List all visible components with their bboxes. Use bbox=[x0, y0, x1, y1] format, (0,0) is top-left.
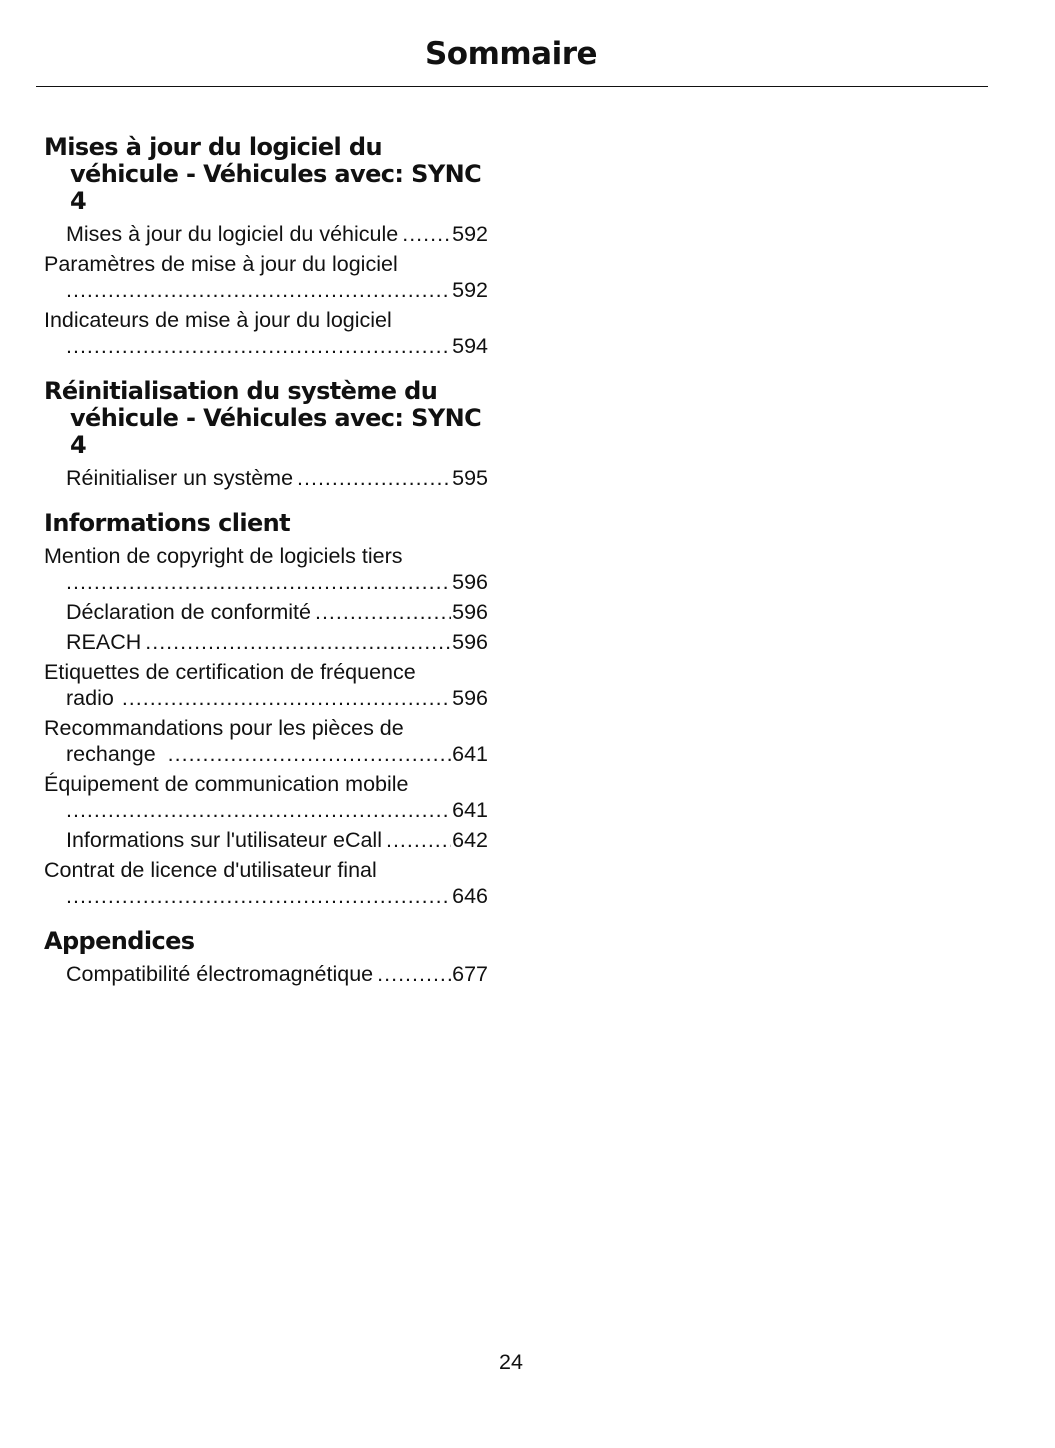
toc-entry[interactable] bbox=[44, 715, 488, 767]
section-heading: Mises à jour du logiciel du véhicule - Véhicules avec: SYNC 4 bbox=[44, 133, 482, 215]
entry-title-line2: radio bbox=[66, 686, 114, 710]
dot-leader bbox=[66, 797, 451, 823]
toc-entry[interactable] bbox=[44, 251, 488, 303]
toc-section bbox=[44, 510, 488, 909]
entry-title: Réinitialiser un système bbox=[66, 466, 294, 490]
entry-page: 596 bbox=[452, 600, 488, 624]
entry-page: 596 bbox=[452, 630, 488, 654]
page-title: Sommaire bbox=[424, 36, 598, 72]
entry-page: 642 bbox=[452, 828, 488, 852]
entry-title: Équipement de communication mobile bbox=[44, 772, 409, 796]
entry-page: 641 bbox=[452, 742, 488, 766]
section-heading: Réinitialisation du système du véhicule - Véhicules avec: SYNC 4 bbox=[44, 377, 482, 459]
toc-entry[interactable] bbox=[44, 307, 488, 359]
entry-page: 641 bbox=[452, 798, 488, 822]
toc-entry[interactable] bbox=[44, 543, 488, 595]
entry-page: 646 bbox=[452, 884, 488, 908]
toc-entry[interactable] bbox=[44, 629, 488, 655]
entry-title: Mises à jour du logiciel du véhicule bbox=[66, 222, 399, 246]
entry-page: 592 bbox=[452, 222, 488, 246]
entry-page: 595 bbox=[452, 466, 488, 490]
section-heading: Informations client bbox=[44, 509, 291, 537]
entry-title-line1: Recommandations pour les pièces de bbox=[44, 716, 404, 740]
entry-title: Déclaration de conformité bbox=[66, 600, 311, 624]
section-heading: Appendices bbox=[44, 927, 195, 955]
dot-leader bbox=[386, 827, 451, 853]
dot-leader bbox=[66, 277, 451, 303]
entry-page: 677 bbox=[452, 962, 488, 986]
entry-page: 594 bbox=[452, 334, 488, 358]
dot-leader bbox=[66, 569, 451, 595]
dot-leader bbox=[122, 685, 451, 711]
toc-section bbox=[44, 928, 488, 987]
entry-title: Paramètres de mise à jour du logiciel bbox=[44, 252, 398, 276]
entry-title: Informations sur l'utilisateur eCall bbox=[66, 828, 382, 852]
entry-title: Contrat de licence d'utilisateur final bbox=[44, 858, 377, 882]
toc-entry[interactable] bbox=[44, 827, 488, 853]
dot-leader bbox=[168, 741, 451, 767]
toc-entry[interactable] bbox=[44, 771, 488, 823]
entry-title-line2: rechange bbox=[66, 742, 156, 766]
entry-title: Mention de copyright de logiciels tiers bbox=[44, 544, 403, 568]
entry-page: 596 bbox=[452, 570, 488, 594]
dot-leader bbox=[377, 961, 451, 987]
table-of-contents bbox=[44, 134, 488, 1006]
dot-leader bbox=[145, 629, 451, 655]
entry-title-line1: Etiquettes de certification de fréquence bbox=[44, 660, 416, 684]
dot-leader bbox=[402, 221, 451, 247]
title-divider bbox=[36, 86, 988, 87]
toc-entry[interactable] bbox=[44, 599, 488, 625]
dot-leader bbox=[66, 333, 451, 359]
toc-entry[interactable] bbox=[44, 465, 488, 491]
toc-section bbox=[44, 134, 488, 359]
toc-entry[interactable] bbox=[44, 221, 488, 247]
dot-leader bbox=[297, 465, 451, 491]
page-number: 24 bbox=[499, 1350, 523, 1374]
toc-section bbox=[44, 378, 488, 491]
entry-title: REACH bbox=[66, 630, 142, 654]
dot-leader bbox=[315, 599, 451, 625]
entry-title: Indicateurs de mise à jour du logiciel bbox=[44, 308, 392, 332]
entry-title: Compatibilité électromagnétique bbox=[66, 962, 374, 986]
toc-entry[interactable] bbox=[44, 659, 488, 711]
entry-page: 592 bbox=[452, 278, 488, 302]
toc-entry[interactable] bbox=[44, 857, 488, 909]
toc-entry[interactable] bbox=[44, 961, 488, 987]
dot-leader bbox=[66, 883, 451, 909]
entry-page: 596 bbox=[452, 686, 488, 710]
